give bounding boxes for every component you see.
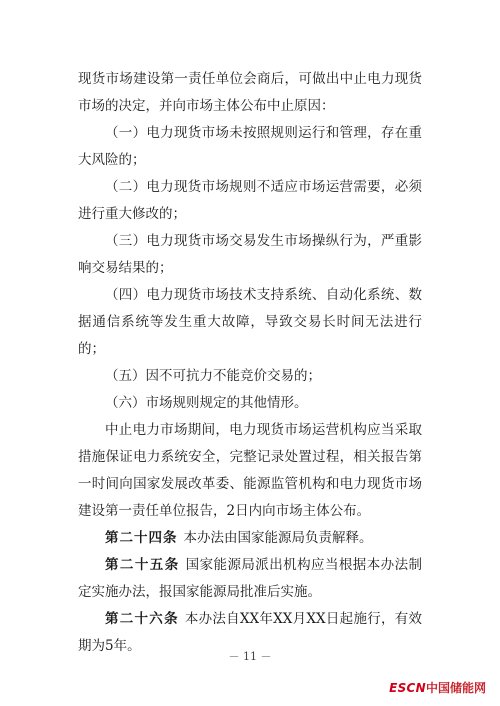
article-text: 本办法由国家能源局负责解释。 <box>183 530 373 546</box>
list-item-4: （四）电力现货市场技术支持系统、自动化系统、数据通信系统等发生重大故障，导致交易长时间无法进行的； <box>78 287 422 357</box>
paragraph-suspension-measures: 中止电力市场期间，电力现货市场运营机构应当采取措施保证电力系统安全，完整记录处置过程，相关报告第一时间向国家发展改革委、能源监管机构和电力现货市场建设第一责任单位报告，2日内向市场主体公布。 <box>78 422 422 519</box>
list-item-1: （一）电力现货市场未按照规则运行和管理，存在重大风险的； <box>78 125 422 168</box>
article-label: 第二十五条 <box>105 557 180 573</box>
article-text: 本办法自XX年XX月XX日起施行，有效期为5年。 <box>78 611 423 654</box>
list-item-5: （五）因不可抗力不能竞价交易的； <box>105 368 321 384</box>
watermark-cjk: 中国储能网 <box>425 681 486 695</box>
page-number: － 11 － <box>228 650 272 663</box>
article-text: 国家能源局派出机构应当根据本办法制定实施办法，报国家能源局批准后实施。 <box>78 557 423 600</box>
article-25 <box>78 552 422 606</box>
paragraph-suspension-intro: 现货市场建设第一责任单位会商后，可做出中止电力现货市场的决定，并向市场主体公布中止原因： <box>78 71 422 114</box>
watermark-latin: ESCN <box>389 681 426 695</box>
article-label: 第二十四条 <box>105 530 178 546</box>
list-item-6: （六）市场规则规定的其他情形。 <box>105 395 308 411</box>
watermark-logo <box>389 682 486 694</box>
article-24 <box>78 525 422 552</box>
document-body <box>78 66 422 660</box>
list-item-3: （三）电力现货市场交易发生市场操纵行为，严重影响交易结果的； <box>78 233 422 276</box>
list-item-2: （二）电力现货市场规则不适应市场运营需要，必须进行重大修改的； <box>78 179 422 222</box>
article-label: 第二十六条 <box>105 611 179 627</box>
